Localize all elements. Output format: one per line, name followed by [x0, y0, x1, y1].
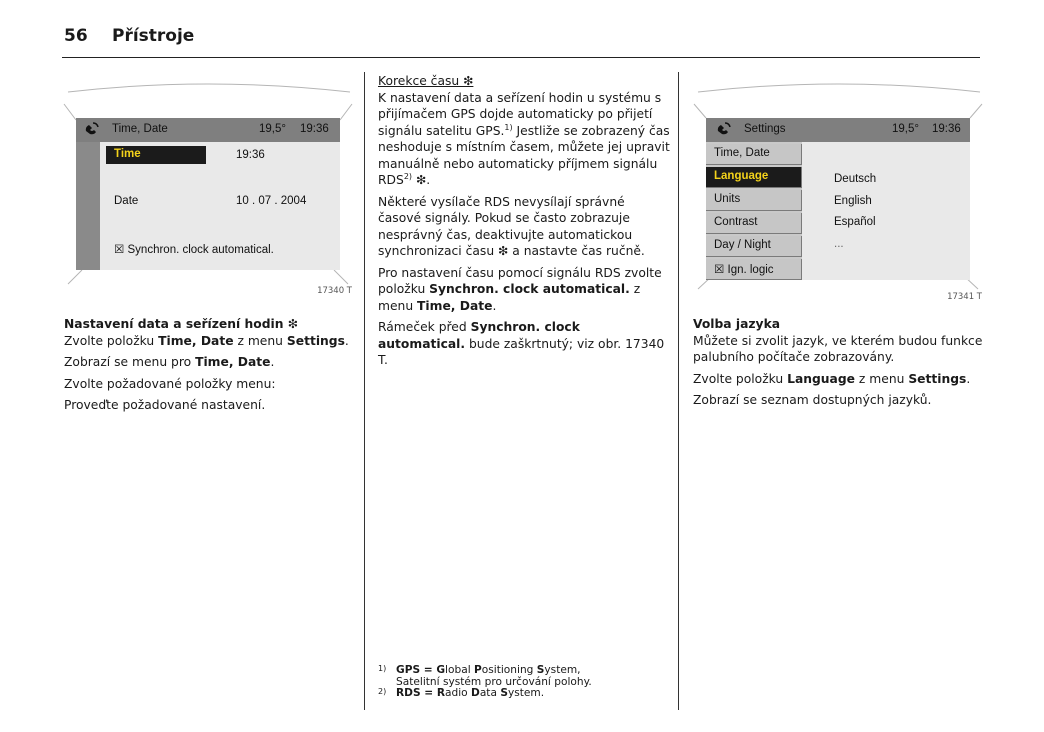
temperature-readout: 19,5° [259, 123, 286, 135]
column-divider-right [678, 72, 679, 710]
language-option-espanol[interactable]: Español [834, 216, 876, 228]
display-screen [706, 118, 970, 280]
menu-item-language[interactable]: Language [706, 167, 802, 188]
figure-number: 17340 T [317, 286, 352, 296]
display-screen [76, 118, 340, 270]
clock-readout: 19:36 [300, 123, 329, 135]
menu-item-contrast[interactable]: Contrast [706, 213, 802, 234]
middle-column-text [378, 73, 670, 374]
page-number: 56 [64, 26, 88, 46]
time-value: 19:36 [236, 149, 265, 161]
screen-titlebar [706, 118, 970, 142]
clock-readout: 19:36 [932, 123, 961, 135]
figure-number: 17341 T [947, 292, 982, 302]
paragraph: Pro nastavení času pomocí signálu RDS zvolte položku Synchron. clock automatical. z menu Time, Date. [378, 265, 662, 313]
right-column-text [693, 316, 985, 414]
paragraph: Některé vysílače RDS nevysílají správné časové signály. Pokud se často zobrazuje nesprávný čas, deaktivujte automatickou synchronizaci času ❇ a nastavte čas ručně. [378, 194, 645, 258]
screen-titlebar [76, 118, 340, 142]
menu-item-units[interactable]: Units [706, 190, 802, 211]
footnotes [378, 665, 670, 700]
menu-label-time: Time [114, 148, 141, 160]
screen-left-strip [76, 142, 100, 270]
paragraph: Zvolte požadované položky menu: [64, 376, 276, 391]
menu-item-ign-logic[interactable]: ☒ Ign. logic [706, 259, 802, 280]
temperature-readout: 19,5° [892, 123, 919, 135]
date-value: 10 . 07 . 2004 [236, 195, 307, 207]
screen-title: Time, Date [112, 123, 168, 135]
column-divider-left [364, 72, 365, 710]
paragraph: Zobrazí se menu pro Time, Date. [64, 355, 275, 369]
sync-clock-checkbox[interactable]: ☒ Synchron. clock automatical. [114, 244, 274, 256]
menu-item-day-night[interactable]: Day / Night [706, 236, 802, 257]
screen-illustration-settings [692, 74, 984, 304]
footnote-2: 2) RDS = Radio Data System. [378, 687, 545, 699]
paragraph: Zobrazí se seznam dostupných jazyků. [693, 393, 932, 407]
menu-row-time-selected[interactable] [106, 146, 206, 164]
menu-item-time-date[interactable]: Time, Date [706, 144, 802, 165]
section-heading-language: Volba jazyka [693, 317, 781, 331]
paragraph: Zvolte položku Time, Date z menu Settings. [64, 333, 349, 348]
paragraph: Můžete si zvolit jazyk, ve kterém budou funkce palubního počítače zobrazovány. [693, 333, 983, 364]
left-column-text [64, 316, 354, 419]
screen-illustration-time-date [62, 74, 354, 296]
section-heading-time-correction: Korekce času ❇ [378, 74, 474, 88]
section-heading-date-time: Nastavení data a seřízení hodin ❇ [64, 317, 299, 331]
paragraph: Rámeček před Synchron. clock automatical. bude zaškrtnutý; viz obr. 17340 T. [378, 320, 665, 367]
language-option-deutsch[interactable]: Deutsch [834, 173, 877, 185]
language-option-more[interactable]: ... [834, 238, 844, 250]
screen-title: Settings [744, 123, 786, 135]
header-rule [62, 57, 980, 58]
menu-label-date[interactable]: Date [114, 195, 139, 207]
paragraph: Proveďte požadované nastavení. [64, 398, 266, 412]
screen-content-panel [802, 142, 970, 280]
paragraph: Zvolte položku Language z menu Settings. [693, 371, 971, 386]
footnote-1: 1) GPS = Global Positioning System, Satelitní systém pro určování polohy. [378, 664, 592, 688]
section-title: Přístroje [112, 26, 195, 46]
language-option-english[interactable]: English [834, 195, 872, 207]
paragraph: K nastavení data a seřízení hodin u systému s přijímačem GPS dojde automaticky po přijetí signálu satelitu GPS.$^{1)}$ Jestliže se zobrazený čas neshoduje s místním časem, můžete jej upravit manuálně nebo automaticky příjmem signálu RDS$^{2)}$ ❇. [378, 90, 670, 187]
